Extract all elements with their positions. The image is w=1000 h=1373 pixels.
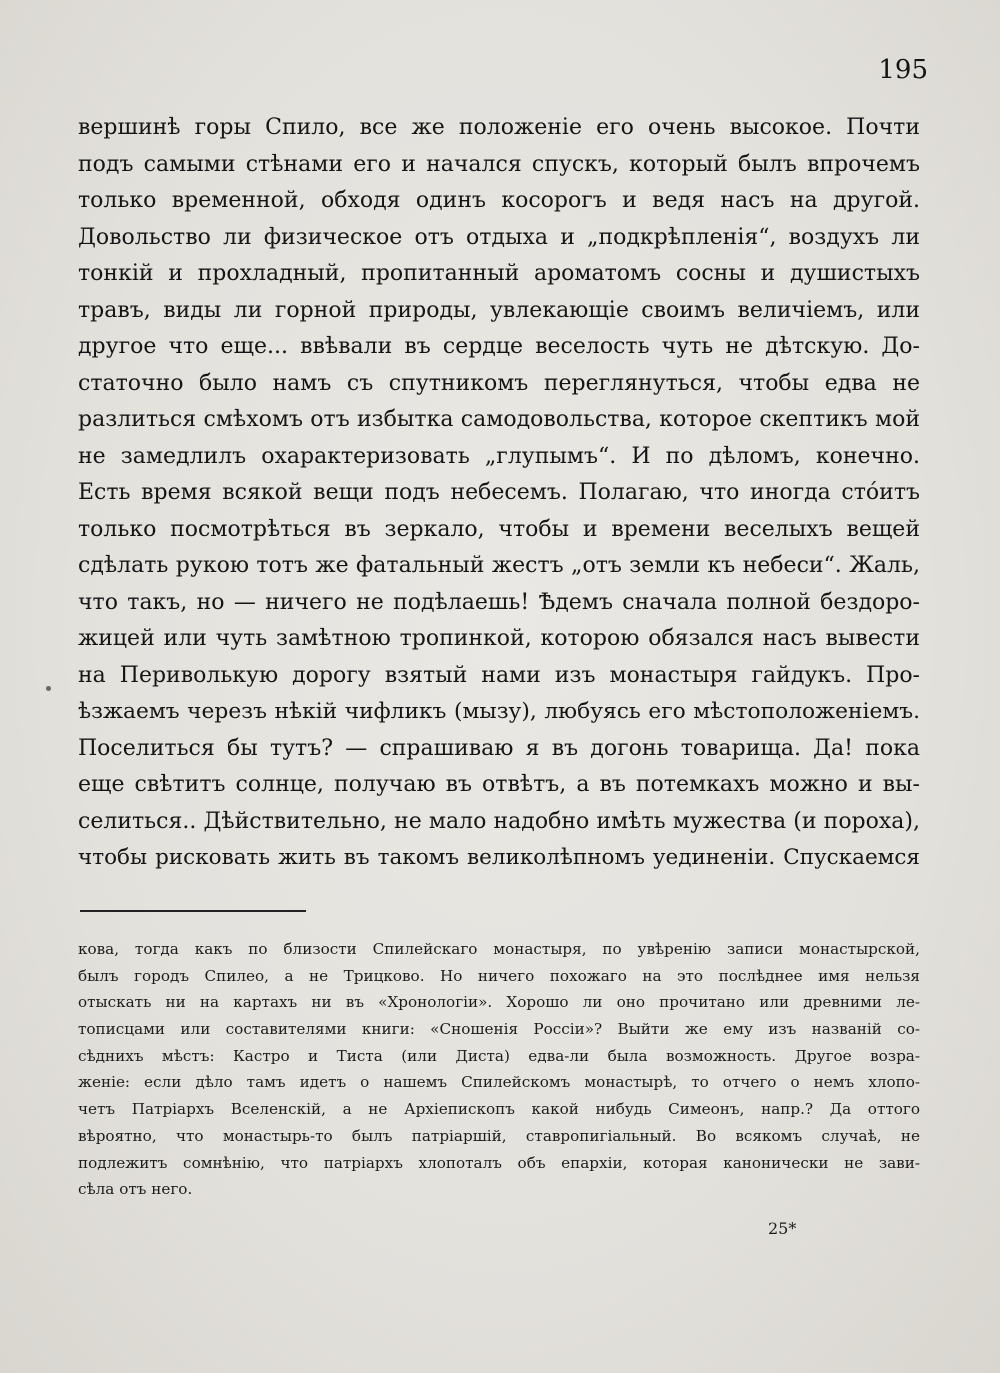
text-line: другое что еще... ввѣвали въ сердце веселость чуть не дѣтскую. До- (78, 334, 920, 359)
footnote-line: тописцами или составителями книги: «Сношенія Россіи»? Выйти же ему изъ названій со- (78, 1020, 920, 1039)
text-line: не замедлилъ охарактеризовать „глупымъ“. И по дѣломъ, конечно. (78, 443, 920, 469)
text-line: чтобы рисковать жить въ такомъ великолѣпномъ уединеніи. Спускаемся (78, 845, 920, 870)
paper-speck (46, 686, 51, 691)
footnote-line: кова, тогда какъ по близости Спилейскаго монастыря, по увѣренію записи монастырской, (78, 940, 920, 958)
footnote-line: женіе: если дѣло тамъ идетъ о нашемъ Спилейскомъ монастырѣ, то отчего о немъ хлопо- (78, 1073, 920, 1092)
text-line: вершинѣ горы Спило, все же положеніе его очень высокое. Почти (78, 115, 920, 140)
main-text-block (78, 110, 920, 877)
footnote-block (78, 936, 920, 1203)
text-line: на Периволькую дорогу взятый нами изъ монастыря гайдукъ. Про- (78, 662, 920, 688)
footnote-line: сѣднихъ мѣстъ: Кастро и Тиста (или Диста) едва-ли была возможность. Другое возра- (78, 1046, 920, 1065)
footnote-line: былъ городъ Спилео, а не Трицково. Но ничего похожаго на это послѣднее имя нельзя (78, 966, 920, 985)
footnote-divider (80, 910, 306, 912)
text-line: ѣзжаемъ черезъ нѣкій чифликъ (мызу), любуясь его мѣстоположеніемъ. (78, 699, 920, 724)
text-line: только временной, обходя одинъ косорогъ и ведя насъ на другой. (78, 188, 920, 213)
text-line: селиться.. Дѣйствительно, не мало надобно имѣть мужества (и пороха), (78, 808, 920, 834)
text-line: что такъ, но — ничего не подѣлаешь! Ѣдемъ сначала полной бездоро- (78, 589, 920, 615)
footnote-line: сѣла отъ него. (78, 1180, 193, 1199)
page-number: 195 (878, 55, 928, 85)
footnote-line: подлежитъ сомнѣнію, что патріархъ хлопоталъ объ епархіи, которая канонически не зави- (78, 1153, 920, 1172)
footnote-line: вѣроятно, что монастырь-то былъ патріаршій, ставропигіальный. Во всякомъ случаѣ, не (78, 1126, 920, 1145)
printer-signature-mark: 25* (768, 1219, 797, 1238)
text-line: подъ самыми стѣнами его и начался спускъ, который былъ впрочемъ (78, 151, 920, 177)
text-line: Довольство ли физическое отъ отдыха и „подкрѣпленія“, воздухъ ли (78, 224, 920, 250)
footnote-line: четъ Патріархъ Вселенскій, а не Архіепископъ какой нибудь Симеонъ, напр.? Да оттого (78, 1100, 920, 1119)
footnote-line: отыскать ни на картахъ ни въ «Хронологіи». Хорошо ли оно прочитано или древними ле- (78, 993, 920, 1012)
text-line: статочно было намъ съ спутникомъ переглянуться, чтобы едва не (78, 370, 920, 396)
text-line: тонкій и прохладный, пропитанный ароматомъ сосны и душистыхъ (78, 261, 920, 286)
text-line: только посмотрѣться въ зеркало, чтобы и времени веселыхъ вещей (78, 516, 920, 542)
text-line: Поселиться бы тутъ? — спрашиваю я въ догонь товарища. Да! пока (78, 735, 920, 761)
text-line: разлиться смѣхомъ отъ избытка самодовольства, которое скептикъ мой (78, 407, 920, 432)
text-line: сдѣлать рукою тотъ же фатальный жестъ „отъ земли къ небеси“. Жаль, (78, 553, 920, 578)
text-line: Есть время всякой вещи подъ небесемъ. Полагаю, что иногда стóитъ (78, 480, 920, 505)
text-line: еще свѣтитъ солнце, получаю въ отвѣтъ, а въ потемкахъ можно и вы- (78, 772, 920, 797)
text-line: травъ, виды ли горной природы, увлекающіе своимъ величіемъ, или (78, 297, 920, 323)
text-line: жицей или чуть замѣтною тропинкой, которою обязался насъ вывести (78, 626, 920, 651)
